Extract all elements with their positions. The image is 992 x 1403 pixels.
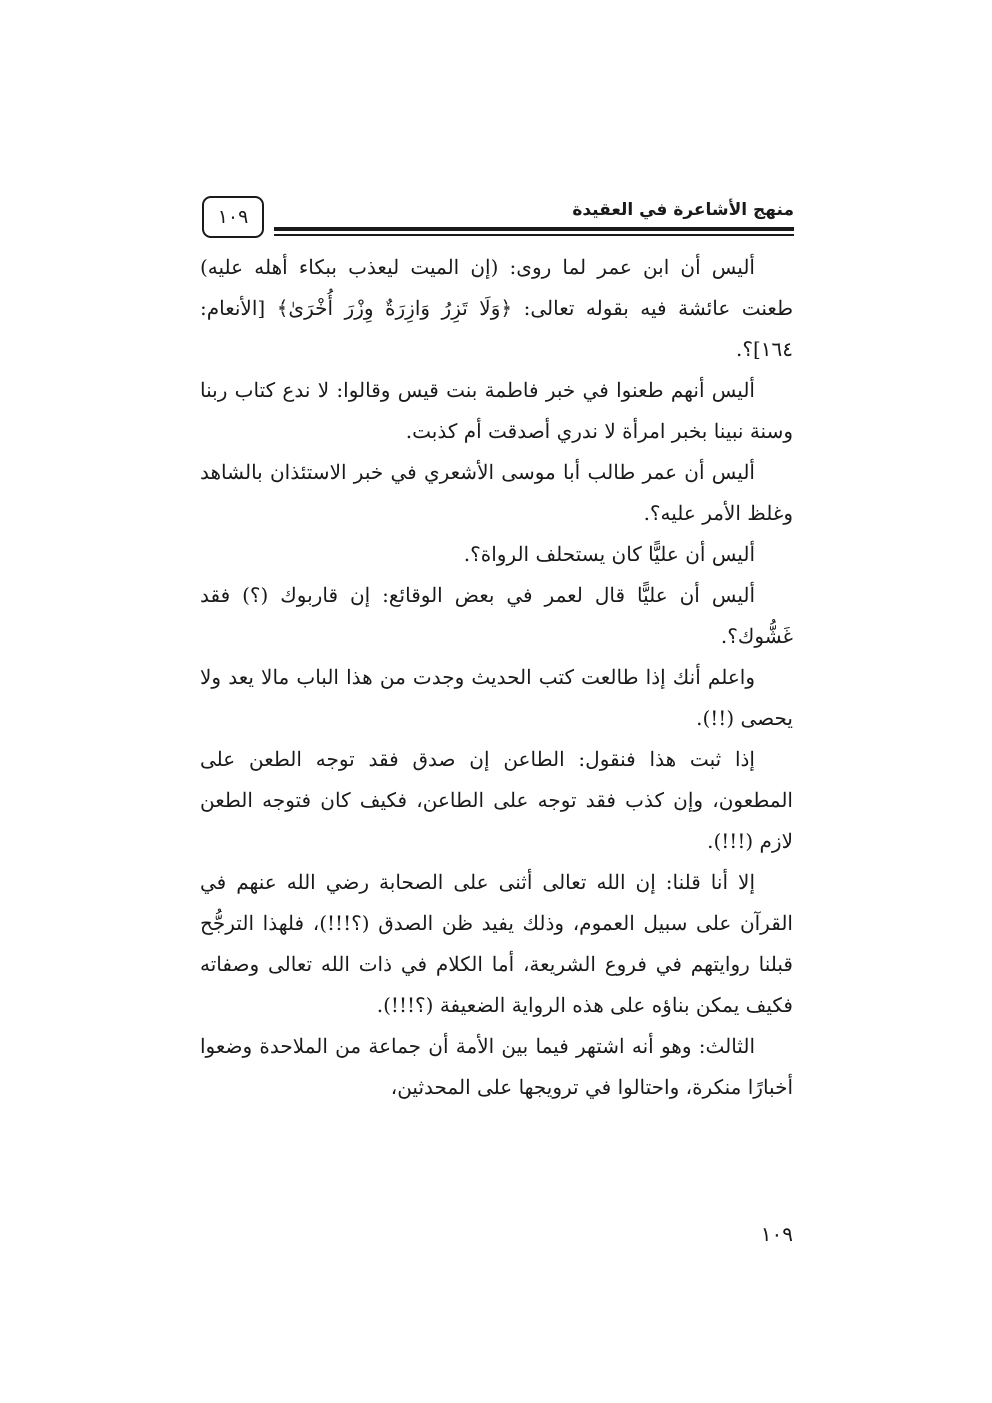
paragraph: إذا ثبت هذا فنقول: الطاعن إن صدق فقد توجه الطعن على المطعون، وإن كذب فقد توجه على الطاعن، فكيف كان فتوجه الطعن لازم (!!!). <box>200 747 793 853</box>
paragraph: أليس أن ابن عمر لما روى: (إن الميت ليعذب ببكاء أهله عليه) طعنت عائشة فيه بقوله تعالى: ﴿وَلَا تَزِرُ وَازِرَةٌ وِزْرَ أُخْرَىٰ﴾ [الأنعام: ١٦٤]؟. <box>200 255 793 361</box>
running-header <box>202 196 794 244</box>
paragraph: أليس أن عليًّا قال لعمر في بعض الوقائع: إن قاربوك (؟) فقد غَشُّوك؟. <box>200 583 793 648</box>
header-rule-thin <box>274 234 794 236</box>
header-page-number-box <box>202 196 264 238</box>
footer-page-number: ١٠٩ <box>760 1222 793 1246</box>
header-rule-thick <box>274 227 794 231</box>
book-title: منهج الأشاعرة في العقيدة <box>572 200 794 220</box>
paragraph: أليس أن عليًّا كان يستحلف الرواة؟. <box>463 542 755 566</box>
header-page-number: ١٠٩ <box>217 206 249 228</box>
paragraph: واعلم أنك إذا طالعت كتب الحديث وجدت من هذا الباب مالا يعد ولا يحصى (!!). <box>200 665 793 730</box>
main-text <box>200 247 793 1108</box>
paragraph: أليس أنهم طعنوا في خبر فاطمة بنت قيس وقالوا: لا ندع كتاب ربنا وسنة نبينا بخبر امرأة لا ندري أصدقت أم كذبت. <box>200 378 793 443</box>
paragraph: إلا أنا قلنا: إن الله تعالى أثنى على الصحابة رضي الله عنهم في القرآن على سبيل العموم، وذلك يفيد ظن الصدق (؟!!!)، فلهذا الترجُّح قبلنا روايتهم في فروع الشريعة، أما الكلام في ذات الله تعالى وصفاته فكيف يمكن بناؤه على هذه الرواية الضعيفة (؟!!!). <box>200 870 793 1017</box>
paragraph: أليس أن عمر طالب أبا موسى الأشعري في خبر الاستئذان بالشاهد وغلظ الأمر عليه؟. <box>200 460 793 525</box>
paragraph: الثالث: وهو أنه اشتهر فيما بين الأمة أن جماعة من الملاحدة وضعوا أخبارًا منكرة، واحتالوا في ترويجها على المحدثين، <box>200 1034 793 1099</box>
